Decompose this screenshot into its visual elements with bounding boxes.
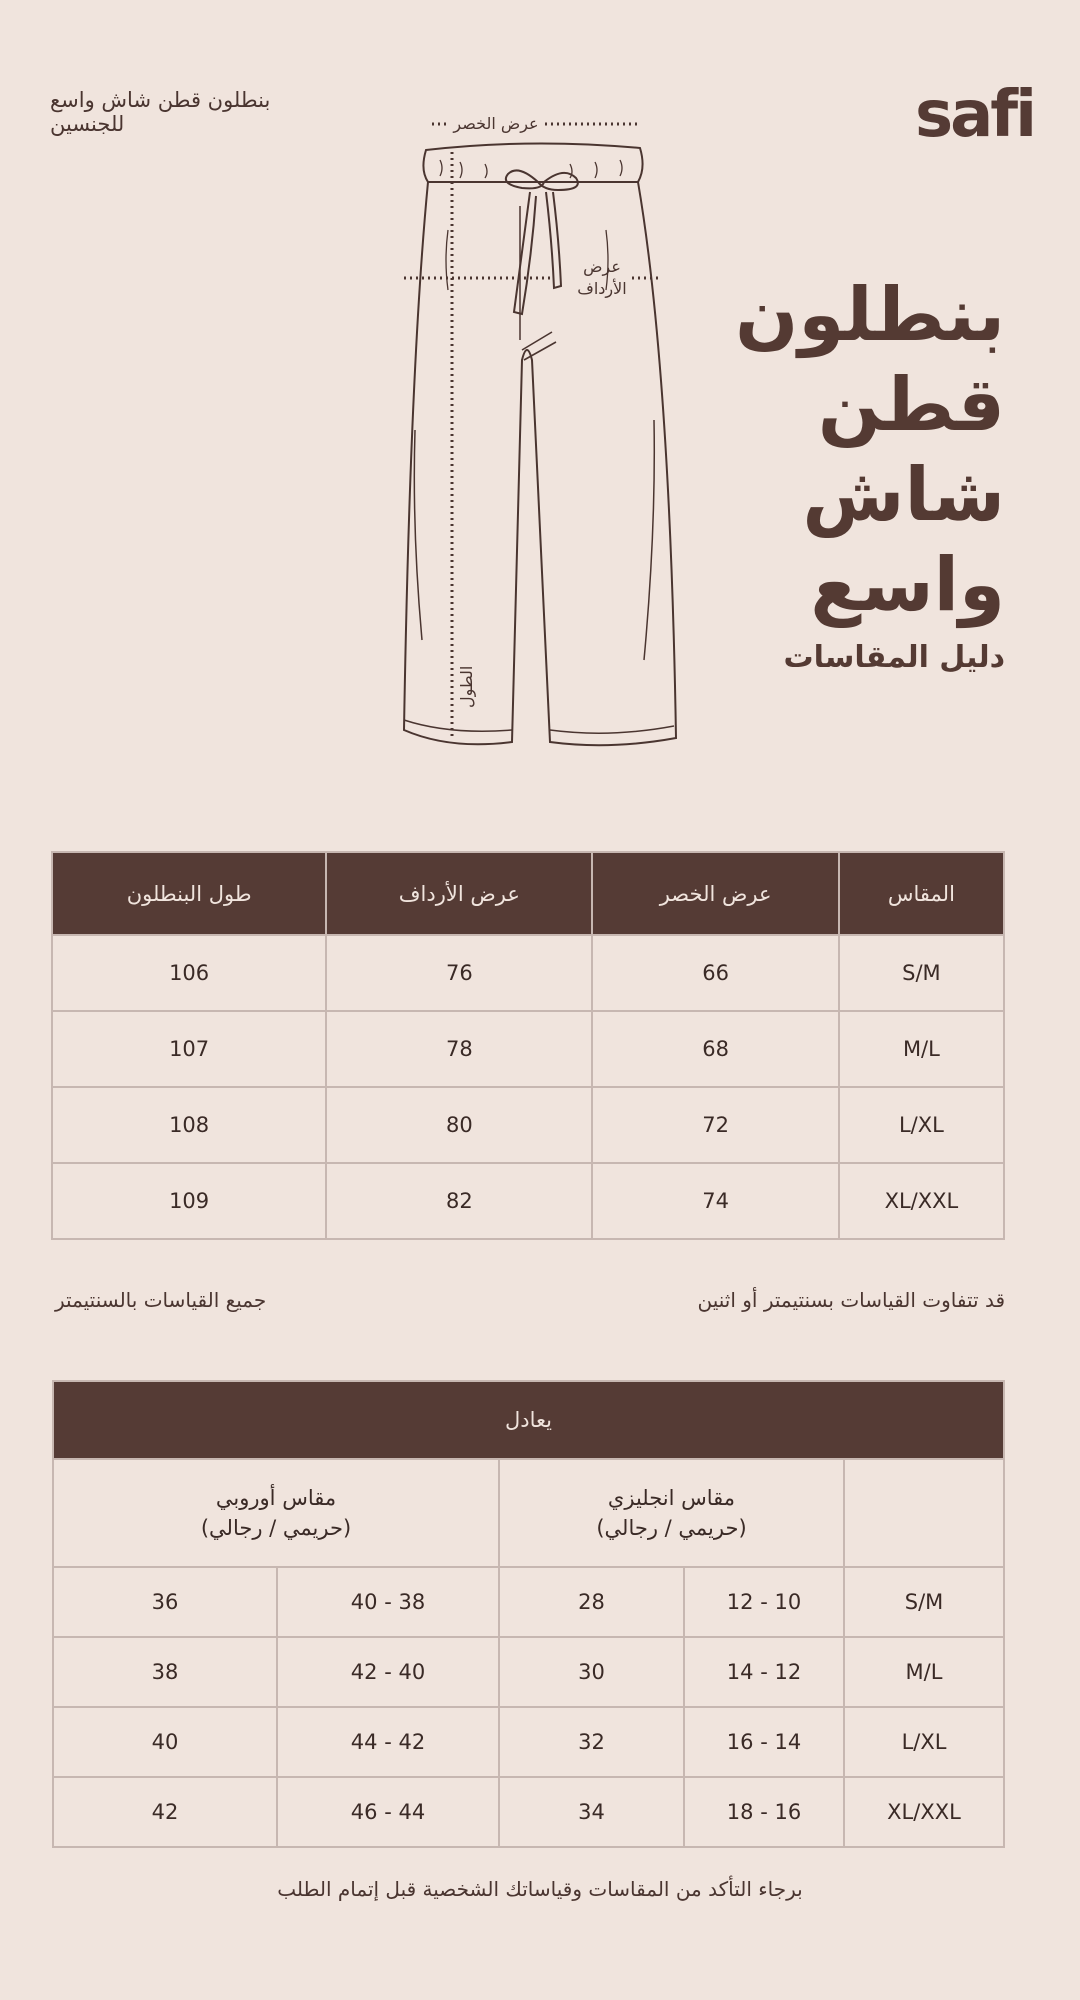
pants-outline [404, 182, 676, 745]
empty-header-cell [844, 1459, 1004, 1567]
table-row [53, 1777, 1004, 1847]
uk-men-cell: 32 [499, 1707, 684, 1777]
uk-women-cell: 10 - 12 [684, 1567, 844, 1637]
title-line: واسع [810, 542, 1005, 628]
header-size: المقاس [839, 852, 1004, 935]
eu-women-cell: 38 - 40 [277, 1567, 499, 1637]
waist-cell: 74 [592, 1163, 838, 1239]
eu-men-cell: 40 [53, 1707, 277, 1777]
eu-men-cell: 42 [53, 1777, 277, 1847]
size-cell: M/L [839, 1011, 1004, 1087]
eu-size-header-line1: مقاس أوروبي [215, 1486, 337, 1510]
uk-women-cell: 14 - 16 [684, 1707, 844, 1777]
size-guide-title: دليل المقاسات [783, 640, 1005, 675]
waist-cell: 68 [592, 1011, 838, 1087]
eu-women-cell: 44 - 46 [277, 1777, 499, 1847]
table-row [53, 1567, 1004, 1637]
length-cell: 108 [52, 1087, 326, 1163]
hip-cell: 80 [326, 1087, 592, 1163]
drawstring-bow [506, 170, 578, 190]
equivalence-title-row [53, 1381, 1004, 1459]
equivalence-table [52, 1380, 1005, 1848]
size-cell: XL/XXL [844, 1777, 1004, 1847]
size-table-header-row [52, 852, 1004, 935]
table-row [53, 1707, 1004, 1777]
uk-men-cell: 34 [499, 1777, 684, 1847]
equivalence-subheader-row [53, 1459, 1004, 1567]
hip-label-1: عرض [583, 257, 621, 276]
header-length: طول البنطلون [52, 852, 326, 935]
table-row [52, 935, 1004, 1011]
uk-men-cell: 28 [499, 1567, 684, 1637]
length-cell: 109 [52, 1163, 326, 1239]
uk-women-cell: 12 - 14 [684, 1637, 844, 1707]
waist-cell: 72 [592, 1087, 838, 1163]
units-note: جميع القياسات بالسنتيمتر [55, 1288, 267, 1312]
size-cell: S/M [839, 935, 1004, 1011]
length-cell: 107 [52, 1011, 326, 1087]
size-cell: L/XL [839, 1087, 1004, 1163]
waist-label: عرض الخصر [453, 114, 539, 133]
uk-size-header-line1: مقاس انجليزي [607, 1486, 736, 1510]
uk-men-cell: 30 [499, 1637, 684, 1707]
size-cell: S/M [844, 1567, 1004, 1637]
header-waist: عرض الخصر [592, 852, 838, 935]
table-row [52, 1011, 1004, 1087]
size-table [51, 851, 1005, 1240]
safi-logo [915, 50, 1035, 152]
eu-women-cell: 40 - 42 [277, 1637, 499, 1707]
eu-men-cell: 36 [53, 1567, 277, 1637]
variance-note: قد تتفاوت القياسات بسنتيمتر أو اثنين [697, 1288, 1005, 1312]
title-line: شاش [802, 452, 1005, 538]
page-title [675, 270, 1005, 630]
equivalence-title: يعادل [53, 1381, 1004, 1459]
footer-note: برجاء التأكد من المقاسات وقياساتك الشخصية قبل إتمام الطلب [277, 1877, 803, 1901]
table-row [52, 1087, 1004, 1163]
table-row [52, 1163, 1004, 1239]
size-cell: XL/XXL [839, 1163, 1004, 1239]
uk-size-header [499, 1459, 844, 1567]
eu-women-cell: 42 - 44 [277, 1707, 499, 1777]
eu-size-header-line2: (حريمي / رجالي) [200, 1516, 352, 1540]
table-row [53, 1637, 1004, 1707]
length-label: الطول [457, 665, 476, 708]
title-line: بنطلون [735, 272, 1005, 358]
hip-cell: 78 [326, 1011, 592, 1087]
length-cell: 106 [52, 935, 326, 1011]
waistband [423, 143, 642, 182]
eu-size-header [53, 1459, 499, 1567]
uk-women-cell: 16 - 18 [684, 1777, 844, 1847]
uk-size-header-line2: (حريمي / رجالي) [596, 1516, 747, 1540]
hip-label-2: الأرداف [577, 279, 627, 298]
logo-text: safi [915, 78, 1035, 152]
header-hip: عرض الأرداف [326, 852, 592, 935]
product-subtitle: بنطلون قطن شاش واسع للجنسين [50, 88, 271, 136]
eu-men-cell: 38 [53, 1637, 277, 1707]
hip-cell: 76 [326, 935, 592, 1011]
size-cell: L/XL [844, 1707, 1004, 1777]
title-line: قطن [817, 362, 1005, 448]
waist-cell: 66 [592, 935, 838, 1011]
hip-cell: 82 [326, 1163, 592, 1239]
size-cell: M/L [844, 1637, 1004, 1707]
pants-illustration [370, 110, 690, 760]
